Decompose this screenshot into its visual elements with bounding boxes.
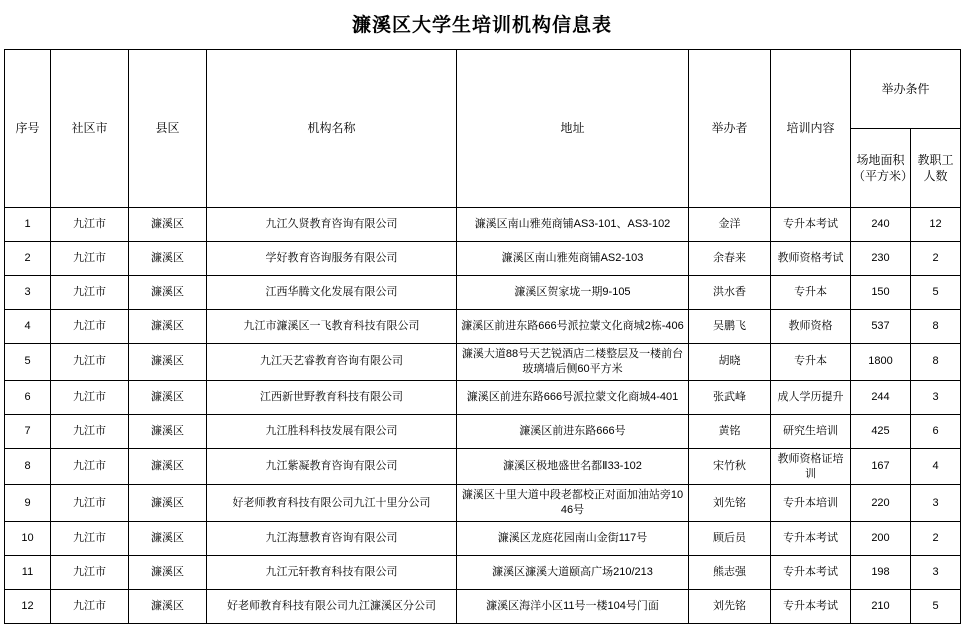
cell-county: 濂溪区 <box>129 590 207 624</box>
cell-staff: 8 <box>911 310 961 344</box>
cell-org-name: 好老师教育科技有限公司九江十里分公司 <box>207 485 457 522</box>
cell-staff: 8 <box>911 344 961 381</box>
cell-content: 专升本考试 <box>771 590 851 624</box>
table-row <box>5 208 961 242</box>
cell-holder: 刘先铭 <box>689 485 771 522</box>
cell-area: 220 <box>851 485 911 522</box>
column-header-area: 场地面积（平方米） <box>851 129 911 208</box>
cell-seq: 7 <box>5 414 51 448</box>
cell-county: 濂溪区 <box>129 414 207 448</box>
table-row <box>5 485 961 522</box>
cell-holder: 吴鹏飞 <box>689 310 771 344</box>
column-header-county: 县区 <box>129 50 207 208</box>
cell-address: 濂溪区贺家垅一期9-105 <box>457 276 689 310</box>
cell-content: 专升本 <box>771 276 851 310</box>
cell-holder: 洪水香 <box>689 276 771 310</box>
cell-org-name: 学好教育咨询服务有限公司 <box>207 242 457 276</box>
cell-org-name: 九江元轩教育科技有限公司 <box>207 556 457 590</box>
cell-content: 专升本 <box>771 344 851 381</box>
cell-city: 九江市 <box>51 485 129 522</box>
cell-seq: 11 <box>5 556 51 590</box>
cell-county: 濂溪区 <box>129 522 207 556</box>
cell-holder: 余春来 <box>689 242 771 276</box>
cell-city: 九江市 <box>51 310 129 344</box>
cell-address: 濂溪区海洋小区11号一楼104号门面 <box>457 590 689 624</box>
cell-county: 濂溪区 <box>129 344 207 381</box>
cell-area: 230 <box>851 242 911 276</box>
table-header <box>5 50 961 208</box>
cell-content: 成人学历提升 <box>771 380 851 414</box>
column-header-holder: 举办者 <box>689 50 771 208</box>
cell-seq: 9 <box>5 485 51 522</box>
cell-holder: 熊志强 <box>689 556 771 590</box>
cell-seq: 5 <box>5 344 51 381</box>
cell-seq: 4 <box>5 310 51 344</box>
table-row <box>5 522 961 556</box>
cell-address: 濂溪区龙庭花园南山金街117号 <box>457 522 689 556</box>
cell-staff: 12 <box>911 208 961 242</box>
cell-area: 150 <box>851 276 911 310</box>
cell-content: 专升本培训 <box>771 485 851 522</box>
cell-org-name: 九江久贤教育咨询有限公司 <box>207 208 457 242</box>
cell-county: 濂溪区 <box>129 556 207 590</box>
cell-city: 九江市 <box>51 590 129 624</box>
table-header-row-1 <box>5 50 961 129</box>
cell-county: 濂溪区 <box>129 276 207 310</box>
column-header-staff: 教职工人数 <box>911 129 961 208</box>
cell-seq: 2 <box>5 242 51 276</box>
table-body <box>5 208 961 624</box>
cell-area: 1800 <box>851 344 911 381</box>
cell-county: 濂溪区 <box>129 242 207 276</box>
cell-city: 九江市 <box>51 448 129 485</box>
cell-content: 教师资格证培训 <box>771 448 851 485</box>
cell-address: 濂溪区前进东路666号派拉蒙文化商城4-401 <box>457 380 689 414</box>
cell-staff: 6 <box>911 414 961 448</box>
column-header-seq: 序号 <box>5 50 51 208</box>
cell-city: 九江市 <box>51 276 129 310</box>
cell-staff: 5 <box>911 590 961 624</box>
cell-org-name: 好老师教育科技有限公司九江濂溪区分公司 <box>207 590 457 624</box>
cell-address: 濂溪区前进东路666号 <box>457 414 689 448</box>
cell-content: 教师资格考试 <box>771 242 851 276</box>
cell-county: 濂溪区 <box>129 380 207 414</box>
cell-address: 濂溪区濂溪大道颐高广场210/213 <box>457 556 689 590</box>
column-header-address: 地址 <box>457 50 689 208</box>
training-institutions-table <box>4 49 961 624</box>
cell-area: 210 <box>851 590 911 624</box>
cell-area: 167 <box>851 448 911 485</box>
cell-county: 濂溪区 <box>129 448 207 485</box>
cell-area: 537 <box>851 310 911 344</box>
cell-holder: 刘先铭 <box>689 590 771 624</box>
cell-staff: 4 <box>911 448 961 485</box>
cell-address: 濂溪区南山雅苑商铺AS3-101、AS3-102 <box>457 208 689 242</box>
table-row <box>5 276 961 310</box>
cell-content: 专升本考试 <box>771 522 851 556</box>
table-row <box>5 556 961 590</box>
cell-address: 濂溪区十里大道中段老都校正对面加油站旁1046号 <box>457 485 689 522</box>
table-row <box>5 414 961 448</box>
table-row <box>5 448 961 485</box>
cell-city: 九江市 <box>51 344 129 381</box>
cell-holder: 张武峰 <box>689 380 771 414</box>
cell-staff: 3 <box>911 380 961 414</box>
cell-address: 濂溪大道88号天艺锐酒店二楼整层及一楼前台玻璃墙后侧60平方米 <box>457 344 689 381</box>
column-header-conditions: 举办条件 <box>851 50 961 129</box>
table-row <box>5 380 961 414</box>
cell-org-name: 江西华腾文化发展有限公司 <box>207 276 457 310</box>
cell-seq: 8 <box>5 448 51 485</box>
cell-county: 濂溪区 <box>129 310 207 344</box>
cell-staff: 2 <box>911 522 961 556</box>
cell-city: 九江市 <box>51 380 129 414</box>
cell-org-name: 九江紫凝教育咨询有限公司 <box>207 448 457 485</box>
cell-seq: 3 <box>5 276 51 310</box>
cell-org-name: 九江天艺睿教育咨询有限公司 <box>207 344 457 381</box>
cell-staff: 5 <box>911 276 961 310</box>
cell-area: 425 <box>851 414 911 448</box>
cell-holder: 宋竹秋 <box>689 448 771 485</box>
cell-area: 198 <box>851 556 911 590</box>
cell-org-name: 九江海慧教育咨询有限公司 <box>207 522 457 556</box>
column-header-city: 社区市 <box>51 50 129 208</box>
cell-staff: 3 <box>911 485 961 522</box>
cell-city: 九江市 <box>51 208 129 242</box>
cell-address: 濂溪区前进东路666号派拉蒙文化商城2栋-406 <box>457 310 689 344</box>
column-header-content: 培训内容 <box>771 50 851 208</box>
cell-holder: 顾后员 <box>689 522 771 556</box>
cell-county: 濂溪区 <box>129 208 207 242</box>
cell-holder: 胡晓 <box>689 344 771 381</box>
cell-address: 濂溪区南山雅苑商铺AS2-103 <box>457 242 689 276</box>
cell-content: 专升本考试 <box>771 556 851 590</box>
cell-holder: 金洋 <box>689 208 771 242</box>
cell-seq: 12 <box>5 590 51 624</box>
cell-content: 专升本考试 <box>771 208 851 242</box>
cell-content: 教师资格 <box>771 310 851 344</box>
cell-city: 九江市 <box>51 414 129 448</box>
column-header-org-name: 机构名称 <box>207 50 457 208</box>
cell-area: 200 <box>851 522 911 556</box>
cell-area: 244 <box>851 380 911 414</box>
table-row <box>5 242 961 276</box>
cell-area: 240 <box>851 208 911 242</box>
cell-org-name: 九江市濂溪区一飞教育科技有限公司 <box>207 310 457 344</box>
cell-address: 濂溪区极地盛世名都Ⅱ33-102 <box>457 448 689 485</box>
cell-city: 九江市 <box>51 242 129 276</box>
table-row <box>5 344 961 381</box>
cell-city: 九江市 <box>51 556 129 590</box>
table-row <box>5 590 961 624</box>
cell-staff: 3 <box>911 556 961 590</box>
cell-content: 研究生培训 <box>771 414 851 448</box>
cell-city: 九江市 <box>51 522 129 556</box>
page-title: 濂溪区大学生培训机构信息表 <box>351 15 612 36</box>
cell-county: 濂溪区 <box>129 485 207 522</box>
cell-holder: 黄铭 <box>689 414 771 448</box>
table-row <box>5 310 961 344</box>
cell-seq: 1 <box>5 208 51 242</box>
cell-staff: 2 <box>911 242 961 276</box>
cell-seq: 10 <box>5 522 51 556</box>
cell-org-name: 九江胜科科技发展有限公司 <box>207 414 457 448</box>
cell-seq: 6 <box>5 380 51 414</box>
cell-org-name: 江西新世野教育科技有限公司 <box>207 380 457 414</box>
